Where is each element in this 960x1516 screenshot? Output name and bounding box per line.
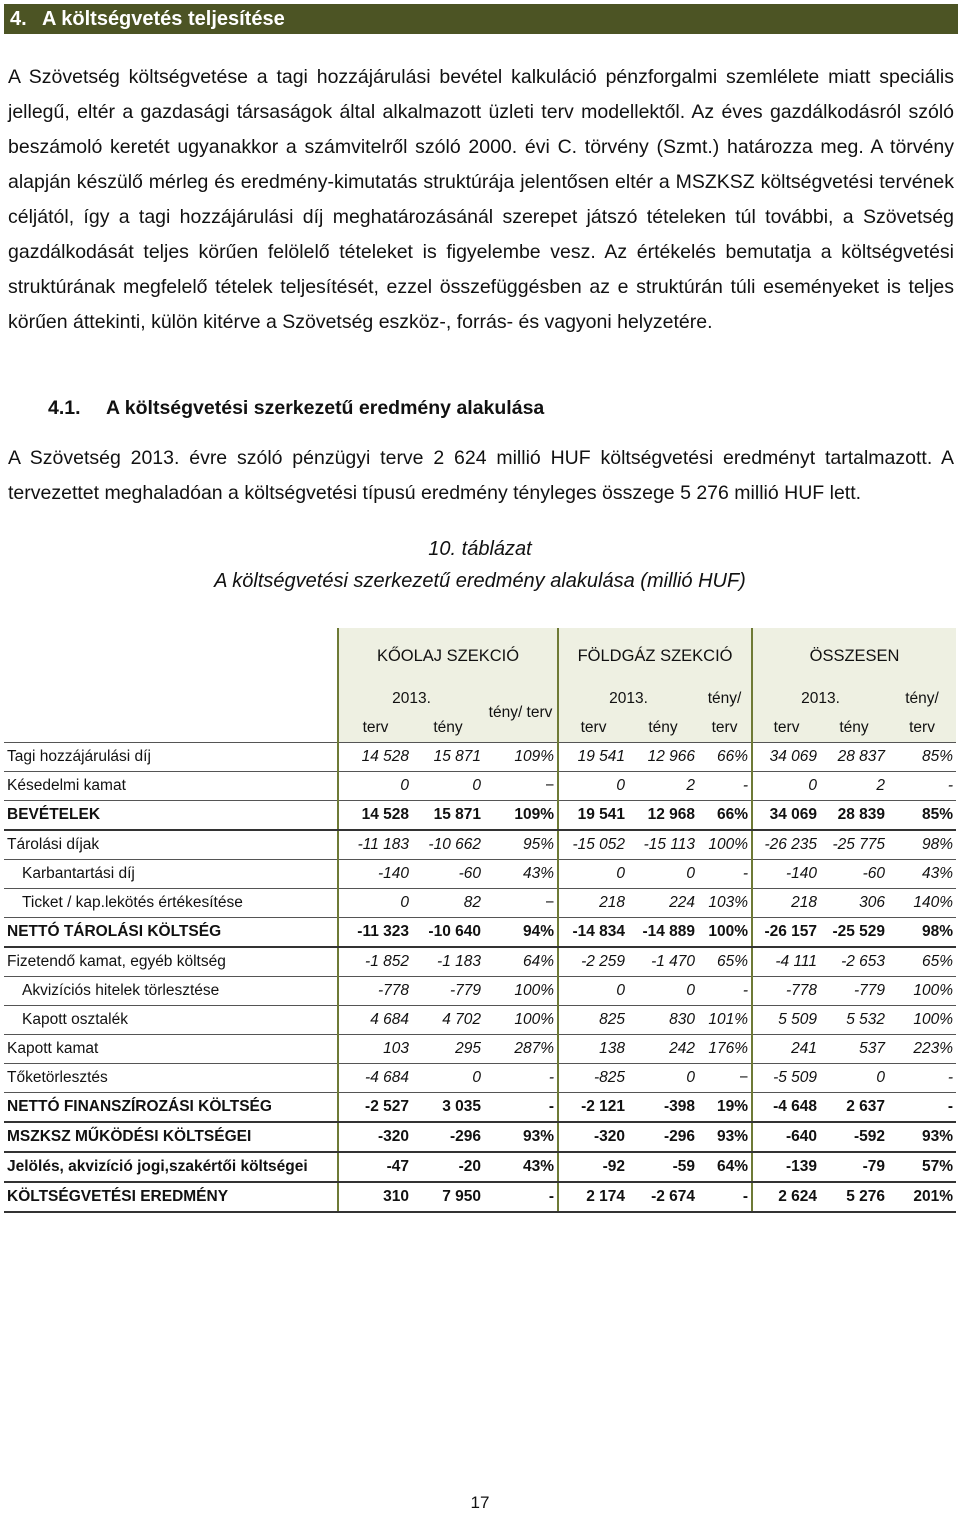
section-heading xyxy=(48,397,544,420)
plan-value-cell: 0 xyxy=(338,889,412,918)
actual-value-cell: -25 775 xyxy=(820,830,888,860)
plan-value-cell: 5 509 xyxy=(752,1006,820,1035)
ratio-value-cell: 43% xyxy=(484,860,558,889)
actual-value-cell: -779 xyxy=(412,977,484,1006)
ratio-value-cell: 109% xyxy=(484,801,558,831)
actual-value-cell: 2 xyxy=(820,772,888,801)
ratio-value-cell: 94% xyxy=(484,918,558,948)
section-paragraph: A Szövetség 2013. évre szóló pénzügyi terve 2 624 millió HUF költségvetési eredményt tartalmazott. A tervezettet meghaladóan a költségvetési típusú eredmény tényleges összege 5 276 millió HUF lett. xyxy=(8,447,954,504)
actual-value-cell: 242 xyxy=(628,1035,698,1064)
table-row xyxy=(4,772,956,801)
table-row xyxy=(4,1035,956,1064)
ratio-value-cell: 65% xyxy=(698,947,752,977)
actual-value-cell: -25 529 xyxy=(820,918,888,948)
actual-header: tény xyxy=(628,713,698,743)
row-label: KÖLTSÉGVETÉSI EREDMÉNY xyxy=(4,1182,338,1212)
ratio-value-cell: - xyxy=(484,1093,558,1123)
plan-value-cell: -778 xyxy=(338,977,412,1006)
ratio-value-cell: 57% xyxy=(888,1152,956,1182)
actual-value-cell: -1 470 xyxy=(628,947,698,977)
ratio-value-cell: 201% xyxy=(888,1182,956,1212)
row-label: NETTÓ TÁROLÁSI KÖLTSÉG xyxy=(4,918,338,948)
table-row xyxy=(4,1093,956,1123)
ratio-value-cell: 93% xyxy=(484,1122,558,1152)
ratio-value-cell: − xyxy=(484,772,558,801)
actual-value-cell: 0 xyxy=(628,860,698,889)
plan-header: terv xyxy=(752,713,820,743)
plan-value-cell: -4 648 xyxy=(752,1093,820,1123)
table-row xyxy=(4,889,956,918)
ratio-value-cell: - xyxy=(698,1182,752,1212)
table-caption-title: A költségvetési szerkezetű eredmény alakulása (millió HUF) xyxy=(214,570,746,592)
chapter-title: A költségvetés teljesítése xyxy=(42,7,285,30)
ratio-value-cell: 65% xyxy=(888,947,956,977)
section-header-koolaj: KŐOLAJ SZEKCIÓ xyxy=(338,628,558,684)
ratio-value-cell: − xyxy=(698,1064,752,1093)
plan-value-cell: -26 235 xyxy=(752,830,820,860)
row-label: Akvizíciós hitelek törlesztése xyxy=(4,977,338,1006)
ratio-value-cell: 287% xyxy=(484,1035,558,1064)
chapter-number: 4. xyxy=(10,7,27,30)
actual-value-cell: -2 674 xyxy=(628,1182,698,1212)
row-label: Fizetendő kamat, egyéb költség xyxy=(4,947,338,977)
ratio-header-top: tény/ xyxy=(698,684,752,713)
plan-value-cell: 14 528 xyxy=(338,743,412,772)
year-header: 2013. xyxy=(558,684,698,713)
header-empty-cell xyxy=(4,713,338,743)
row-label: Tárolási díjak xyxy=(4,830,338,860)
actual-value-cell: -1 183 xyxy=(412,947,484,977)
actual-value-cell: -296 xyxy=(628,1122,698,1152)
table-row xyxy=(4,743,956,772)
ratio-header-bottom: terv xyxy=(888,713,956,743)
actual-value-cell: -10 640 xyxy=(412,918,484,948)
actual-value-cell: 0 xyxy=(412,772,484,801)
ratio-value-cell: 66% xyxy=(698,801,752,831)
row-label: Tőketörlesztés xyxy=(4,1064,338,1093)
actual-value-cell: -59 xyxy=(628,1152,698,1182)
row-label: MSZKSZ MŰKÖDÉSI KÖLTSÉGEI xyxy=(4,1122,338,1152)
actual-value-cell: 12 966 xyxy=(628,743,698,772)
plan-value-cell: -15 052 xyxy=(558,830,628,860)
plan-value-cell: -11 323 xyxy=(338,918,412,948)
header-empty-cell xyxy=(4,628,338,684)
plan-value-cell: 14 528 xyxy=(338,801,412,831)
plan-value-cell: -2 121 xyxy=(558,1093,628,1123)
actual-value-cell: -15 113 xyxy=(628,830,698,860)
actual-value-cell: 15 871 xyxy=(412,743,484,772)
plan-value-cell: -47 xyxy=(338,1152,412,1182)
ratio-value-cell: - xyxy=(698,772,752,801)
ratio-value-cell: - xyxy=(698,977,752,1006)
table-row xyxy=(4,918,956,948)
plan-value-cell: -26 157 xyxy=(752,918,820,948)
plan-value-cell: 0 xyxy=(752,772,820,801)
actual-value-cell: -296 xyxy=(412,1122,484,1152)
actual-value-cell: 12 968 xyxy=(628,801,698,831)
plan-value-cell: 4 684 xyxy=(338,1006,412,1035)
plan-value-cell: -4 684 xyxy=(338,1064,412,1093)
row-label: Jelölés, akvizíció jogi,szakértői költségei xyxy=(4,1152,338,1182)
plan-value-cell: 0 xyxy=(558,860,628,889)
plan-value-cell: 103 xyxy=(338,1035,412,1064)
page-number: 17 xyxy=(470,1493,490,1512)
ratio-value-cell: - xyxy=(484,1064,558,1093)
plan-value-cell: 34 069 xyxy=(752,801,820,831)
ratio-value-cell: 43% xyxy=(888,860,956,889)
ratio-value-cell: - xyxy=(484,1182,558,1212)
row-label: Ticket / kap.lekötés értékesítése xyxy=(4,889,338,918)
plan-value-cell: -139 xyxy=(752,1152,820,1182)
table-row xyxy=(4,801,956,831)
ratio-value-cell: 64% xyxy=(698,1152,752,1182)
table-row xyxy=(4,860,956,889)
row-label: Karbantartási díj xyxy=(4,860,338,889)
actual-value-cell: 0 xyxy=(820,1064,888,1093)
plan-value-cell: -2 259 xyxy=(558,947,628,977)
ratio-header-top: tény/ xyxy=(888,684,956,713)
actual-value-cell: 2 637 xyxy=(820,1093,888,1123)
actual-value-cell: -398 xyxy=(628,1093,698,1123)
ratio-value-cell: 85% xyxy=(888,801,956,831)
table-row xyxy=(4,1006,956,1035)
plan-value-cell: -5 509 xyxy=(752,1064,820,1093)
actual-value-cell: -14 889 xyxy=(628,918,698,948)
table-row xyxy=(4,1122,956,1152)
actual-value-cell: 4 702 xyxy=(412,1006,484,1035)
actual-value-cell: 28 839 xyxy=(820,801,888,831)
section-title: A költségvetési szerkezetű eredmény alakulása xyxy=(106,397,545,419)
plan-value-cell: -140 xyxy=(752,860,820,889)
section-number: 4.1. xyxy=(48,397,81,419)
plan-value-cell: 310 xyxy=(338,1182,412,1212)
actual-value-cell: 2 xyxy=(628,772,698,801)
actual-value-cell: 224 xyxy=(628,889,698,918)
ratio-header-bottom: terv xyxy=(698,713,752,743)
ratio-value-cell: 100% xyxy=(484,977,558,1006)
budget-result-table xyxy=(4,628,956,1213)
plan-value-cell: 0 xyxy=(338,772,412,801)
plan-header: terv xyxy=(338,713,412,743)
year-header: 2013. xyxy=(338,684,484,713)
actual-value-cell: 0 xyxy=(628,1064,698,1093)
ratio-value-cell: 64% xyxy=(484,947,558,977)
section-header-osszesen: ÖSSZESEN xyxy=(752,628,956,684)
ratio-value-cell: 176% xyxy=(698,1035,752,1064)
plan-value-cell: -825 xyxy=(558,1064,628,1093)
ratio-value-cell: - xyxy=(698,860,752,889)
plan-value-cell: -320 xyxy=(338,1122,412,1152)
ratio-value-cell: 100% xyxy=(484,1006,558,1035)
plan-value-cell: 2 624 xyxy=(752,1182,820,1212)
ratio-value-cell: 100% xyxy=(698,830,752,860)
table-row xyxy=(4,977,956,1006)
actual-value-cell: -60 xyxy=(820,860,888,889)
actual-value-cell: 830 xyxy=(628,1006,698,1035)
plan-value-cell: -4 111 xyxy=(752,947,820,977)
ratio-value-cell: 85% xyxy=(888,743,956,772)
ratio-value-cell: - xyxy=(888,772,956,801)
plan-value-cell: 241 xyxy=(752,1035,820,1064)
ratio-value-cell: 93% xyxy=(698,1122,752,1152)
table-caption-number: 10. táblázat xyxy=(428,538,532,560)
table-row xyxy=(4,830,956,860)
ratio-value-cell: 43% xyxy=(484,1152,558,1182)
actual-value-cell: 0 xyxy=(412,1064,484,1093)
ratio-value-cell: 66% xyxy=(698,743,752,772)
table-row xyxy=(4,1182,956,1212)
actual-value-cell: 306 xyxy=(820,889,888,918)
plan-value-cell: 0 xyxy=(558,977,628,1006)
ratio-value-cell: 223% xyxy=(888,1035,956,1064)
ratio-value-cell: 100% xyxy=(888,977,956,1006)
plan-value-cell: -92 xyxy=(558,1152,628,1182)
plan-value-cell: 218 xyxy=(558,889,628,918)
actual-value-cell: 82 xyxy=(412,889,484,918)
row-label: Kapott kamat xyxy=(4,1035,338,1064)
chapter-heading xyxy=(4,4,958,34)
ratio-value-cell: 100% xyxy=(888,1006,956,1035)
plan-value-cell: -778 xyxy=(752,977,820,1006)
plan-value-cell: -2 527 xyxy=(338,1093,412,1123)
actual-value-cell: 7 950 xyxy=(412,1182,484,1212)
plan-value-cell: -11 183 xyxy=(338,830,412,860)
row-label: Késedelmi kamat xyxy=(4,772,338,801)
actual-value-cell: 28 837 xyxy=(820,743,888,772)
actual-value-cell: -60 xyxy=(412,860,484,889)
table-row xyxy=(4,1064,956,1093)
ratio-value-cell: − xyxy=(484,889,558,918)
actual-value-cell: 0 xyxy=(628,977,698,1006)
actual-value-cell: 5 532 xyxy=(820,1006,888,1035)
section-header-foldgaz: FÖLDGÁZ SZEKCIÓ xyxy=(558,628,752,684)
table-row xyxy=(4,947,956,977)
actual-value-cell: -779 xyxy=(820,977,888,1006)
row-label: NETTÓ FINANSZÍROZÁSI KÖLTSÉG xyxy=(4,1093,338,1123)
ratio-value-cell: 19% xyxy=(698,1093,752,1123)
plan-value-cell: -14 834 xyxy=(558,918,628,948)
actual-header: tény xyxy=(820,713,888,743)
ratio-header: tény/ terv xyxy=(484,684,558,743)
ratio-value-cell: - xyxy=(888,1093,956,1123)
table-row xyxy=(4,1152,956,1182)
ratio-value-cell: 140% xyxy=(888,889,956,918)
row-label: BEVÉTELEK xyxy=(4,801,338,831)
plan-value-cell: 19 541 xyxy=(558,801,628,831)
plan-value-cell: -1 852 xyxy=(338,947,412,977)
ratio-value-cell: 109% xyxy=(484,743,558,772)
ratio-value-cell: - xyxy=(888,1064,956,1093)
actual-value-cell: 5 276 xyxy=(820,1182,888,1212)
ratio-value-cell: 93% xyxy=(888,1122,956,1152)
plan-value-cell: 2 174 xyxy=(558,1182,628,1212)
header-empty-cell xyxy=(4,684,338,713)
actual-value-cell: 537 xyxy=(820,1035,888,1064)
plan-value-cell: 34 069 xyxy=(752,743,820,772)
plan-value-cell: 138 xyxy=(558,1035,628,1064)
plan-value-cell: -320 xyxy=(558,1122,628,1152)
ratio-value-cell: 98% xyxy=(888,830,956,860)
row-label: Tagi hozzájárulási díj xyxy=(4,743,338,772)
actual-value-cell: 15 871 xyxy=(412,801,484,831)
plan-value-cell: -640 xyxy=(752,1122,820,1152)
actual-value-cell: -10 662 xyxy=(412,830,484,860)
plan-value-cell: -140 xyxy=(338,860,412,889)
ratio-value-cell: 95% xyxy=(484,830,558,860)
year-header: 2013. xyxy=(752,684,888,713)
plan-value-cell: 825 xyxy=(558,1006,628,1035)
plan-value-cell: 19 541 xyxy=(558,743,628,772)
actual-value-cell: 295 xyxy=(412,1035,484,1064)
plan-value-cell: 218 xyxy=(752,889,820,918)
ratio-value-cell: 98% xyxy=(888,918,956,948)
ratio-value-cell: 101% xyxy=(698,1006,752,1035)
plan-header: terv xyxy=(558,713,628,743)
actual-value-cell: -79 xyxy=(820,1152,888,1182)
actual-value-cell: -20 xyxy=(412,1152,484,1182)
ratio-value-cell: 103% xyxy=(698,889,752,918)
actual-value-cell: -2 653 xyxy=(820,947,888,977)
row-label: Kapott osztalék xyxy=(4,1006,338,1035)
intro-paragraph: A Szövetség költségvetése a tagi hozzájárulási bevétel kalkuláció pénzforgalmi szemlélete miatt speciális jellegű, eltér a gazdasági társaságok által alkalmazott üzleti terv modellektől. Az éves gazdálkodásról szóló beszámoló keretét ugyanakkor a számvitelről szóló 2000. évi C. törvény (Szmt.) határozza meg. A törvény alapján készülő mérleg és eredmény-kimutatás struktúrája jelentősen eltér a MSZKSZ költségvetési tervének céljától, így a tagi hozzájárulási díj meghatározásánál szerepet játszó tételeken túl további, a Szövetség gazdálkodását teljes körűen felölelő tételeket is figyelembe vesz. Az értékelés bemutatja a költségvetési struktúrának megfelelő tételek teljesítését, ezzel összefüggésben az e struktúrán túli eseményeket is teljes körűen áttekinti, külön kitérve a Szövetség eszköz-, forrás- és vagyoni helyzetére. xyxy=(8,66,954,333)
actual-value-cell: -592 xyxy=(820,1122,888,1152)
plan-value-cell: 0 xyxy=(558,772,628,801)
actual-header: tény xyxy=(412,713,484,743)
ratio-value-cell: 100% xyxy=(698,918,752,948)
actual-value-cell: 3 035 xyxy=(412,1093,484,1123)
